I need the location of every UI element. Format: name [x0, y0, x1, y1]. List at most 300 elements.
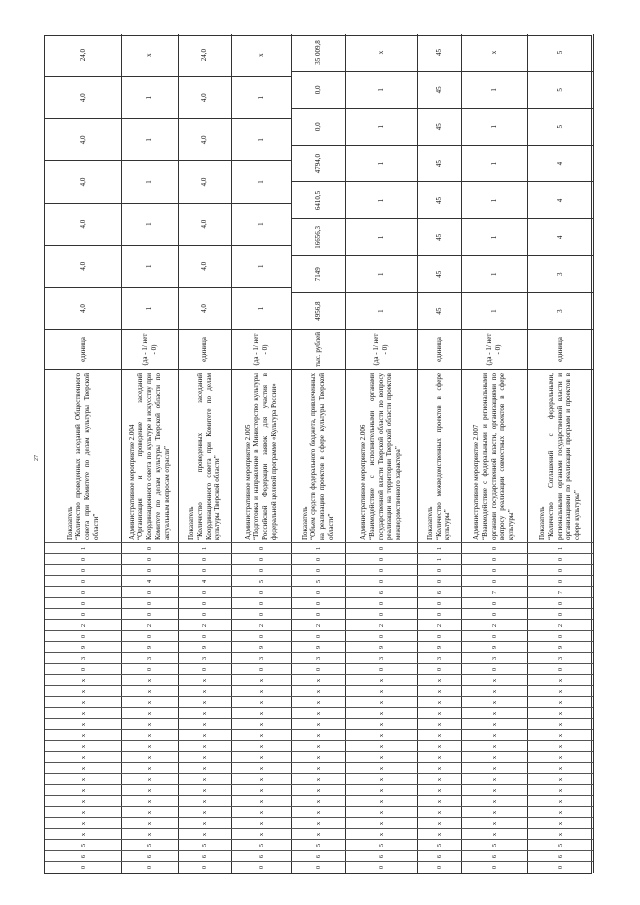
value-cell: 1 — [461, 218, 527, 255]
code-cell: x — [527, 806, 593, 818]
code-cell: 6 — [527, 850, 593, 862]
code-cell: x — [291, 729, 345, 741]
value-cell: 1 — [231, 118, 291, 160]
value-cell: 45 — [417, 292, 461, 329]
code-cell: 0 — [291, 553, 345, 565]
value-cell: 1 — [461, 145, 527, 182]
code-cell: x — [461, 773, 527, 785]
value-cell: 4,0 — [178, 287, 231, 329]
code-cell: x — [231, 740, 291, 752]
value-cell: 5 — [555, 50, 564, 55]
value-cell: x — [489, 50, 498, 55]
code-cell: 0 — [121, 586, 178, 598]
code-cell: x — [121, 773, 178, 785]
value-cell: 4,0 — [178, 76, 231, 118]
value-cell: 0,0 — [291, 71, 345, 108]
code-cell: x — [231, 751, 291, 763]
code-cell: 6 — [121, 850, 178, 862]
value-cell: x — [145, 53, 154, 57]
table-row — [345, 34, 418, 873]
code-cell: 0 — [231, 861, 291, 873]
code-cell: x — [345, 806, 417, 818]
code-cell: x — [461, 696, 527, 708]
code-cell: 6 — [231, 850, 291, 862]
code-cell: x — [121, 696, 178, 708]
table-row — [178, 34, 232, 873]
code-cell: 0 — [461, 663, 527, 675]
code-cell: 9 — [178, 641, 231, 653]
value-cell: 4 — [527, 145, 593, 182]
code-cell: x — [231, 784, 291, 796]
code-cell: x — [45, 784, 121, 796]
code-cell: 5 — [291, 839, 345, 851]
description-line: “Организация и проведение заседаний Координационного совета по культуре и искусству при Комитете по делам культуры Тверской области по актуальным вопросам отрасли” — [136, 373, 171, 540]
code-cell: x — [178, 685, 231, 697]
code-cell: x — [121, 718, 178, 730]
code-cell: 3 — [178, 652, 231, 664]
code-cell: x — [345, 685, 417, 697]
value-cell: 0,0 — [291, 108, 345, 145]
code-cell: 4 — [121, 575, 178, 587]
code-cell: 0 — [45, 630, 121, 642]
code-cell: 1 — [527, 542, 593, 554]
code-cell: x — [121, 674, 178, 686]
code-cell: 0 — [345, 575, 417, 587]
code-cell: 0 — [345, 630, 417, 642]
code-cell: x — [178, 817, 231, 829]
code-cell: 2 — [527, 619, 593, 631]
value-cell: 4,0 — [45, 245, 121, 287]
code-cell: x — [417, 740, 461, 752]
code-cell: x — [417, 685, 461, 697]
code-cell: 5 — [417, 839, 461, 851]
code-cell: 0 — [231, 542, 291, 554]
code-cell: x — [461, 806, 527, 818]
code-cell: 5 — [45, 839, 121, 851]
description-cell — [121, 369, 178, 543]
code-cell: x — [291, 718, 345, 730]
value-cell: 45 — [417, 182, 461, 219]
code-cell: x — [231, 795, 291, 807]
value-cell: 4794,0 — [291, 145, 345, 182]
code-cell: x — [291, 806, 345, 818]
code-cell: x — [121, 806, 178, 818]
value-cell: 1 — [345, 292, 417, 329]
code-cell: x — [178, 762, 231, 774]
table-row — [461, 34, 528, 873]
code-cell: x — [231, 828, 291, 840]
code-cell: 0 — [345, 663, 417, 675]
code-cell: 0 — [417, 575, 461, 587]
code-cell: x — [417, 784, 461, 796]
unit-cell: тыс. рублей — [291, 329, 345, 369]
code-cell: 5 — [231, 839, 291, 851]
description-line: Административное мероприятие 2.007 — [472, 424, 481, 540]
code-cell: 3 — [345, 652, 417, 664]
description-cell — [461, 369, 527, 543]
code-cell: 6 — [417, 586, 461, 598]
code-cell: 7 — [527, 586, 593, 598]
description-line: Показатель — [187, 506, 195, 540]
code-cell: 1 — [291, 542, 345, 554]
code-cell: 0 — [417, 861, 461, 873]
code-cell: x — [291, 685, 345, 697]
value-cell: 1 — [345, 145, 417, 182]
value-cell: 1 — [231, 160, 291, 202]
code-cell: 0 — [178, 663, 231, 675]
code-cell: x — [45, 751, 121, 763]
code-cell: x — [527, 696, 593, 708]
table-row — [121, 34, 179, 873]
code-cell: x — [345, 751, 417, 763]
unit-cell: (да - 1/ нет - 0) — [231, 329, 291, 369]
code-cell: 0 — [345, 597, 417, 609]
value-cell: 1 — [231, 76, 291, 118]
code-cell: x — [45, 685, 121, 697]
code-cell: x — [231, 696, 291, 708]
code-cell: x — [121, 740, 178, 752]
code-cell: 0 — [121, 564, 178, 576]
code-cell: 0 — [45, 553, 121, 565]
code-cell: 5 — [178, 839, 231, 851]
code-cell: 0 — [461, 630, 527, 642]
value-cell: 1 — [345, 255, 417, 292]
code-cell: 2 — [45, 619, 121, 631]
code-cell: 0 — [178, 597, 231, 609]
description-line: “Подготовка и направление в Министерство культуры Российской Федерации заявок для участия в федеральной целевой программе «Культура России» — [252, 373, 278, 540]
code-cell: x — [345, 773, 417, 785]
code-cell: x — [345, 762, 417, 774]
code-cell: x — [417, 718, 461, 730]
code-cell: x — [178, 674, 231, 686]
code-cell: 3 — [291, 652, 345, 664]
code-cell: 0 — [461, 542, 527, 554]
code-cell: 5 — [527, 839, 593, 851]
code-cell: 0 — [178, 861, 231, 873]
code-cell: 0 — [461, 564, 527, 576]
code-cell: 0 — [178, 630, 231, 642]
code-cell: 0 — [291, 630, 345, 642]
table-row — [417, 34, 462, 873]
code-cell: 9 — [417, 641, 461, 653]
code-cell: x — [527, 740, 593, 752]
description-cell — [345, 369, 417, 543]
code-cell: x — [417, 674, 461, 686]
code-cell: x — [45, 740, 121, 752]
code-cell: 9 — [527, 641, 593, 653]
code-cell: 2 — [461, 619, 527, 631]
page-number: 27 — [34, 455, 40, 461]
value-cell: 1 — [121, 245, 178, 287]
code-cell: 2 — [231, 619, 291, 631]
description-cell — [45, 369, 121, 543]
code-cell: x — [45, 795, 121, 807]
description-cell — [417, 369, 461, 543]
code-cell: 0 — [45, 564, 121, 576]
code-cell: 1 — [417, 553, 461, 565]
code-cell: 5 — [345, 839, 417, 851]
code-cell: x — [345, 795, 417, 807]
value-cell: 1 — [121, 287, 178, 329]
code-cell: 9 — [345, 641, 417, 653]
code-cell: 1 — [417, 542, 461, 554]
code-cell: 3 — [527, 652, 593, 664]
value-cell: 1 — [121, 203, 178, 245]
code-cell: x — [417, 773, 461, 785]
code-cell: x — [527, 784, 593, 796]
code-cell: x — [527, 762, 593, 774]
code-cell: x — [121, 817, 178, 829]
code-cell: x — [417, 828, 461, 840]
description-line: “Количество проведенных заседаний Общественного совета при Комитете по делам культуры Тверской области” — [74, 373, 100, 540]
code-cell: x — [527, 707, 593, 719]
value-cell: 1 — [345, 218, 417, 255]
unit-cell: единица — [178, 329, 231, 369]
description-line: “Взаимодействие с исполнительными органами государственной власти Тверской области по вопросу реализации на территории Тверской области проектов межведомственного характера” — [367, 373, 403, 540]
code-cell: 0 — [121, 861, 178, 873]
description-line: Показатель — [65, 506, 74, 540]
code-cell: x — [291, 773, 345, 785]
code-cell: x — [461, 729, 527, 741]
code-cell: 6 — [345, 850, 417, 862]
value-cell: 1 — [461, 108, 527, 145]
code-cell: x — [527, 828, 593, 840]
code-cell: x — [345, 828, 417, 840]
code-cell: x — [345, 674, 417, 686]
code-cell: x — [45, 828, 121, 840]
code-cell: 0 — [231, 564, 291, 576]
code-cell: x — [231, 817, 291, 829]
code-cell: 0 — [291, 608, 345, 620]
code-cell: x — [231, 806, 291, 818]
value-cell: 1 — [121, 160, 178, 202]
code-cell: x — [121, 685, 178, 697]
code-cell: 0 — [417, 663, 461, 675]
value-cell: 3 — [527, 292, 593, 329]
code-cell: 0 — [121, 542, 178, 554]
code-cell: x — [291, 740, 345, 752]
description-line: Административное мероприятие 2.005 — [243, 424, 252, 540]
code-cell: 0 — [417, 564, 461, 576]
code-cell: 2 — [345, 619, 417, 631]
code-cell: 6 — [45, 850, 121, 862]
value-cell: x — [256, 53, 265, 57]
value-cell: 24,0 — [200, 48, 209, 62]
code-cell: x — [178, 718, 231, 730]
code-cell: x — [291, 817, 345, 829]
value-cell: 4956,8 — [291, 292, 345, 329]
value-cell: 1 — [461, 182, 527, 219]
code-cell: x — [417, 751, 461, 763]
table-row — [291, 34, 346, 873]
value-cell: 45 — [417, 145, 461, 182]
value-cell: 7149 — [291, 255, 345, 292]
code-cell: 9 — [291, 641, 345, 653]
value-cell: 5 — [527, 108, 593, 145]
code-cell: 0 — [45, 575, 121, 587]
code-cell: 0 — [178, 608, 231, 620]
code-cell: x — [178, 751, 231, 763]
code-cell: x — [231, 729, 291, 741]
code-cell: x — [121, 784, 178, 796]
code-cell: 1 — [178, 542, 231, 554]
code-cell: x — [178, 784, 231, 796]
value-cell: 4,0 — [45, 203, 121, 245]
code-cell: x — [417, 806, 461, 818]
code-cell: 0 — [527, 564, 593, 576]
code-cell: 0 — [345, 542, 417, 554]
description-cell — [178, 369, 231, 543]
code-cell: 2 — [417, 619, 461, 631]
code-cell: 0 — [417, 630, 461, 642]
code-cell: 0 — [231, 663, 291, 675]
code-cell: 0 — [345, 564, 417, 576]
code-cell: 0 — [461, 575, 527, 587]
table-row — [527, 34, 594, 873]
description-cell — [231, 369, 291, 543]
value-cell: 45 — [417, 218, 461, 255]
code-cell: 4 — [178, 575, 231, 587]
code-cell: x — [121, 707, 178, 719]
code-cell: 6 — [291, 850, 345, 862]
code-cell: x — [291, 674, 345, 686]
code-cell: x — [417, 696, 461, 708]
code-cell: x — [461, 784, 527, 796]
code-cell: x — [231, 674, 291, 686]
code-cell: x — [345, 707, 417, 719]
code-cell: 9 — [121, 641, 178, 653]
code-cell: x — [291, 762, 345, 774]
code-cell: x — [291, 696, 345, 708]
code-cell: 5 — [461, 839, 527, 851]
code-cell: 2 — [178, 619, 231, 631]
code-cell: 2 — [291, 619, 345, 631]
code-cell: x — [178, 806, 231, 818]
code-cell: 0 — [527, 630, 593, 642]
code-cell: 3 — [45, 652, 121, 664]
code-cell: 0 — [291, 663, 345, 675]
unit-cell: (да - 1/ нет - 0) — [461, 329, 527, 369]
code-cell: 0 — [121, 597, 178, 609]
code-cell: x — [45, 696, 121, 708]
code-cell: x — [345, 784, 417, 796]
code-cell: x — [417, 729, 461, 741]
value-cell: 4,0 — [45, 76, 121, 118]
value-cell: 4 — [527, 182, 593, 219]
code-cell: 5 — [121, 839, 178, 851]
code-cell: x — [178, 773, 231, 785]
code-cell: 6 — [345, 586, 417, 598]
value-cell: 4,0 — [45, 287, 121, 329]
code-cell: x — [345, 696, 417, 708]
code-cell: x — [178, 696, 231, 708]
code-cell: x — [45, 674, 121, 686]
code-cell: 0 — [121, 663, 178, 675]
code-cell: 0 — [178, 586, 231, 598]
code-cell: 0 — [527, 553, 593, 565]
value-cell: 3 — [527, 255, 593, 292]
table-row — [231, 34, 292, 873]
code-cell: 0 — [178, 564, 231, 576]
value-cell: 16656,3 — [291, 218, 345, 255]
code-cell: 0 — [45, 608, 121, 620]
code-cell: 0 — [231, 553, 291, 565]
code-cell: x — [417, 762, 461, 774]
code-cell: 0 — [527, 608, 593, 620]
code-cell: x — [178, 828, 231, 840]
code-cell: 7 — [461, 586, 527, 598]
code-cell: 0 — [461, 861, 527, 873]
value-cell: 4,0 — [178, 160, 231, 202]
code-cell: 6 — [461, 850, 527, 862]
code-cell: x — [178, 795, 231, 807]
code-cell: x — [291, 784, 345, 796]
description-line: Показатель — [425, 506, 434, 540]
code-cell: 0 — [121, 608, 178, 620]
value-cell: 45 — [434, 48, 443, 56]
code-cell: 0 — [527, 663, 593, 675]
code-cell: 0 — [231, 597, 291, 609]
code-cell: 0 — [45, 597, 121, 609]
value-cell: 1 — [345, 108, 417, 145]
value-cell: 6410,5 — [291, 182, 345, 219]
value-cell: 24,0 — [78, 48, 87, 62]
code-cell: 0 — [417, 608, 461, 620]
code-cell: x — [291, 795, 345, 807]
code-cell: x — [231, 685, 291, 697]
code-cell: x — [45, 707, 121, 719]
value-cell: x — [376, 50, 385, 55]
code-cell: 3 — [231, 652, 291, 664]
code-cell: x — [231, 718, 291, 730]
code-cell: 6 — [417, 850, 461, 862]
code-cell: 9 — [231, 641, 291, 653]
code-cell: x — [461, 795, 527, 807]
code-cell: x — [417, 795, 461, 807]
code-cell: 0 — [527, 575, 593, 587]
table-row — [45, 34, 122, 873]
value-cell: 1 — [231, 287, 291, 329]
code-cell: 0 — [178, 553, 231, 565]
unit-cell: единица — [527, 329, 593, 369]
code-cell: 0 — [45, 663, 121, 675]
value-cell: 1 — [461, 292, 527, 329]
code-cell: x — [461, 685, 527, 697]
code-cell: x — [461, 740, 527, 752]
code-cell: x — [231, 707, 291, 719]
code-cell: 9 — [45, 641, 121, 653]
value-cell: 1 — [121, 76, 178, 118]
code-cell: 5 — [291, 575, 345, 587]
code-cell: x — [417, 707, 461, 719]
code-cell: 0 — [291, 564, 345, 576]
rotated-table-container — [34, 35, 592, 874]
unit-cell: единица — [417, 329, 461, 369]
code-cell: 6 — [178, 850, 231, 862]
value-cell: 4,0 — [45, 118, 121, 160]
code-cell: x — [121, 762, 178, 774]
code-cell: 3 — [461, 652, 527, 664]
description-line: Административное мероприятие 2.004 — [127, 424, 136, 540]
value-cell: 35 009,8 — [313, 40, 322, 65]
code-cell: x — [121, 795, 178, 807]
code-cell: x — [461, 707, 527, 719]
code-cell: x — [527, 795, 593, 807]
value-cell: 1 — [121, 118, 178, 160]
value-cell: 4 — [527, 218, 593, 255]
unit-cell: (да - 1/ нет - 0) — [345, 329, 417, 369]
indicator-table — [44, 35, 592, 874]
